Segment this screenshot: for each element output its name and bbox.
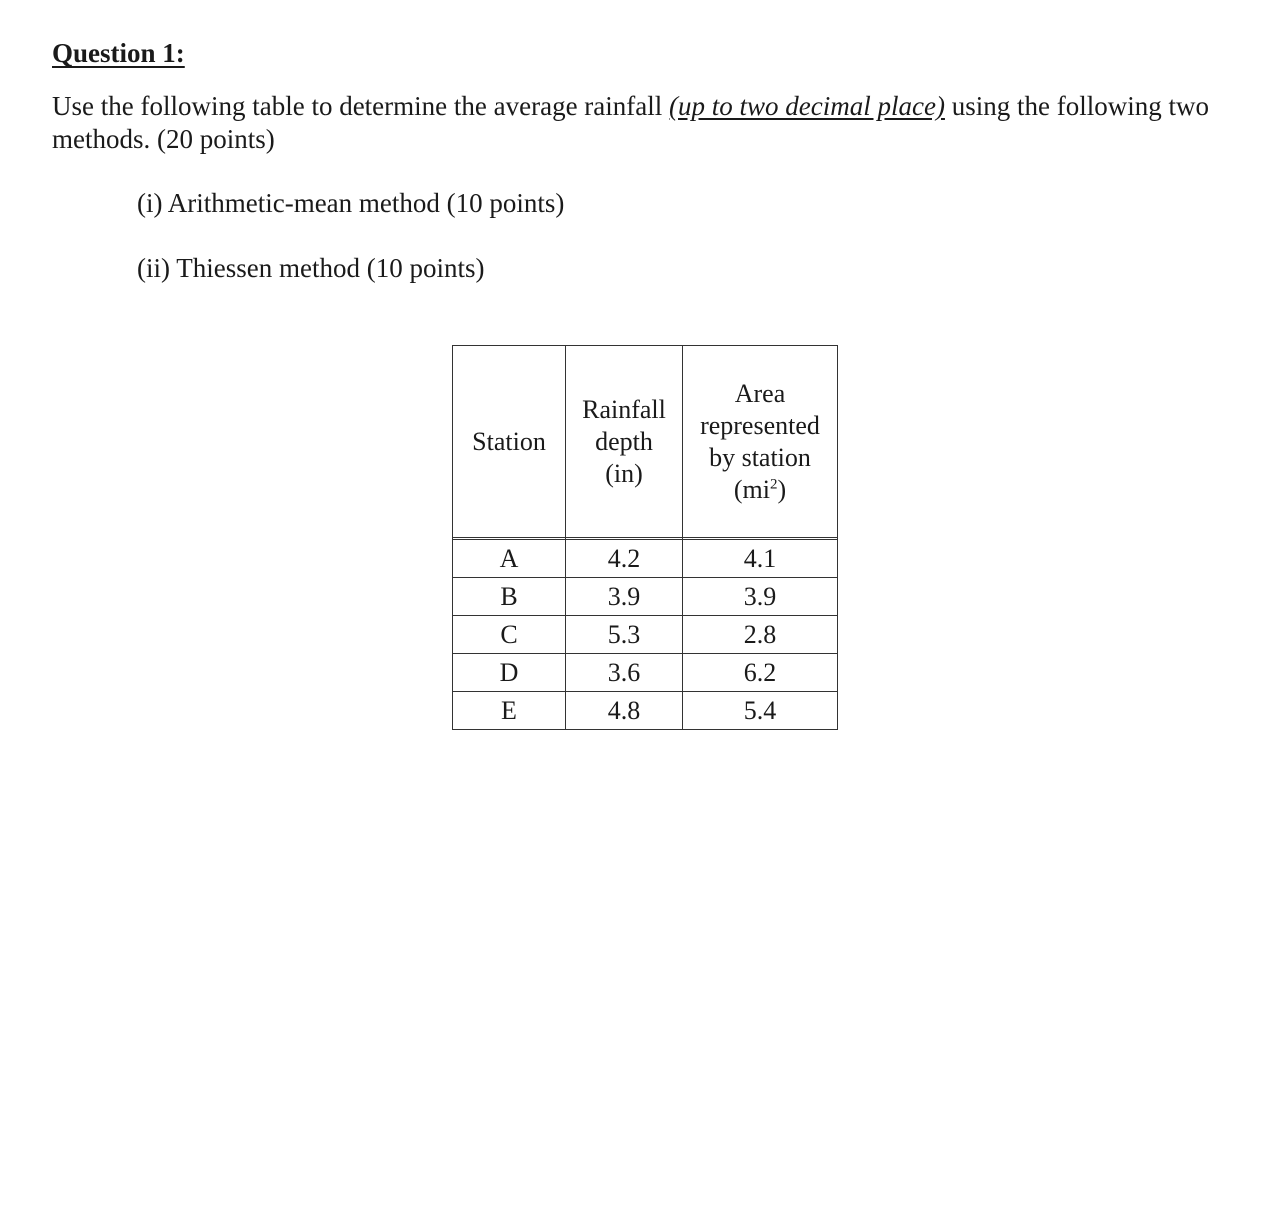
area-cell: 3.9 — [683, 578, 838, 616]
rainfall-table — [452, 345, 838, 730]
intro-text-before: Use the following table to determine the average rainfall — [52, 91, 670, 121]
header-area: Area represented by station $(mi^2)$ — [683, 346, 838, 538]
method-thiessen: (ii) Thiessen method (10 points) — [137, 253, 485, 283]
depth-cell: 4.2 — [566, 540, 683, 578]
station-cell: B — [453, 578, 566, 616]
question-title: Question 1: — [52, 38, 185, 68]
precision-requirement: (up to two decimal place) — [669, 91, 945, 121]
station-cell: A — [453, 540, 566, 578]
question-instructions — [52, 90, 1232, 156]
station-cell: D — [453, 654, 566, 692]
table-row — [453, 540, 838, 578]
method-arithmetic-mean: (i) Arithmetic-mean method (10 points) — [137, 188, 565, 218]
depth-cell: 5.3 — [566, 616, 683, 654]
area-cell: 4.1 — [683, 540, 838, 578]
depth-cell: 3.6 — [566, 654, 683, 692]
table-header-row — [453, 346, 838, 538]
station-cell: C — [453, 616, 566, 654]
depth-cell: 3.9 — [566, 578, 683, 616]
area-cell: 6.2 — [683, 654, 838, 692]
table-row — [453, 692, 838, 730]
intro-text-after: using the following two methods. (20 points) — [52, 91, 1209, 154]
header-station: Station — [453, 346, 566, 538]
table-row — [453, 616, 838, 654]
header-rainfall-depth: Rainfall depth (in) — [566, 346, 683, 538]
area-cell: 5.4 — [683, 692, 838, 730]
station-cell: E — [453, 692, 566, 730]
table-row — [453, 578, 838, 616]
table-row — [453, 654, 838, 692]
depth-cell: 4.8 — [566, 692, 683, 730]
area-cell: 2.8 — [683, 616, 838, 654]
